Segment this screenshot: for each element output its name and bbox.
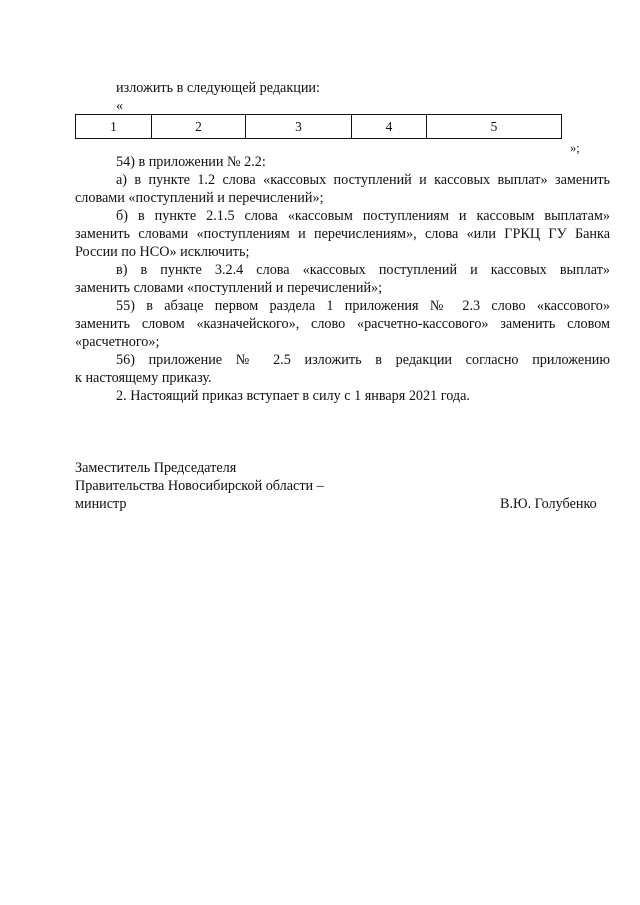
closing-quote: »;: [570, 141, 580, 155]
table-column-4: 4: [352, 115, 427, 138]
paragraph-56-line-2: к настоящему приказу.: [75, 370, 212, 386]
paragraph-56-line-1: 56) приложение № 2.5 изложить в редакции согласно приложению: [116, 352, 610, 368]
paragraph-54b-line-1: б) в пункте 2.1.5 слова «кассовым поступлениям и кассовым выплатам»: [116, 208, 610, 224]
paragraph-54a-line-1: а) в пункте 1.2 слова «кассовых поступлений и кассовых выплат» заменить: [116, 172, 610, 188]
paragraph-55-line-3: «расчетного»;: [75, 334, 160, 350]
table-column-5: 5: [490, 119, 498, 134]
replacement-table: [75, 114, 562, 139]
signature-position-line-2: Правительства Новосибирской области –: [75, 478, 324, 494]
table-column-3: 3: [246, 115, 352, 138]
table-column-2: 2: [152, 115, 246, 138]
paragraph-54-line-1: 54) в приложении № 2.2:: [116, 154, 266, 170]
intro-text: изложить в следующей редакции:: [116, 80, 320, 96]
paragraph-55-line-2: заменить словом «казначейского», слово «расчетно-кассового» заменить словом: [75, 316, 610, 332]
table-column-1: 1: [76, 115, 152, 138]
opening-quote: «: [116, 98, 124, 114]
signatory-name: В.Ю. Голубенко: [500, 496, 597, 512]
paragraph-54c-line-1: в) в пункте 3.2.4 слова «кассовых поступлений и кассовых выплат»: [116, 262, 610, 278]
effective-date-paragraph: 2. Настоящий приказ вступает в силу с 1 января 2021 года.: [116, 388, 470, 404]
paragraph-54a-line-2: словами «поступлений и перечислений»;: [75, 190, 324, 206]
signature-position-line-3: министр: [75, 496, 127, 512]
paragraph-54b-line-3: России по НСО» исключить;: [75, 244, 250, 260]
signature-position-line-1: Заместитель Председателя: [75, 460, 237, 476]
paragraph-55-line-1: 55) в абзаце первом раздела 1 приложения № 2.3 слово «кассового»: [116, 298, 610, 314]
paragraph-54b-line-2: заменить словами «поступлениям и перечислениям», слова «или ГРКЦ ГУ Банка: [75, 226, 610, 242]
paragraph-54c-line-2: заменить словами «поступлений и перечислений»;: [75, 280, 383, 296]
